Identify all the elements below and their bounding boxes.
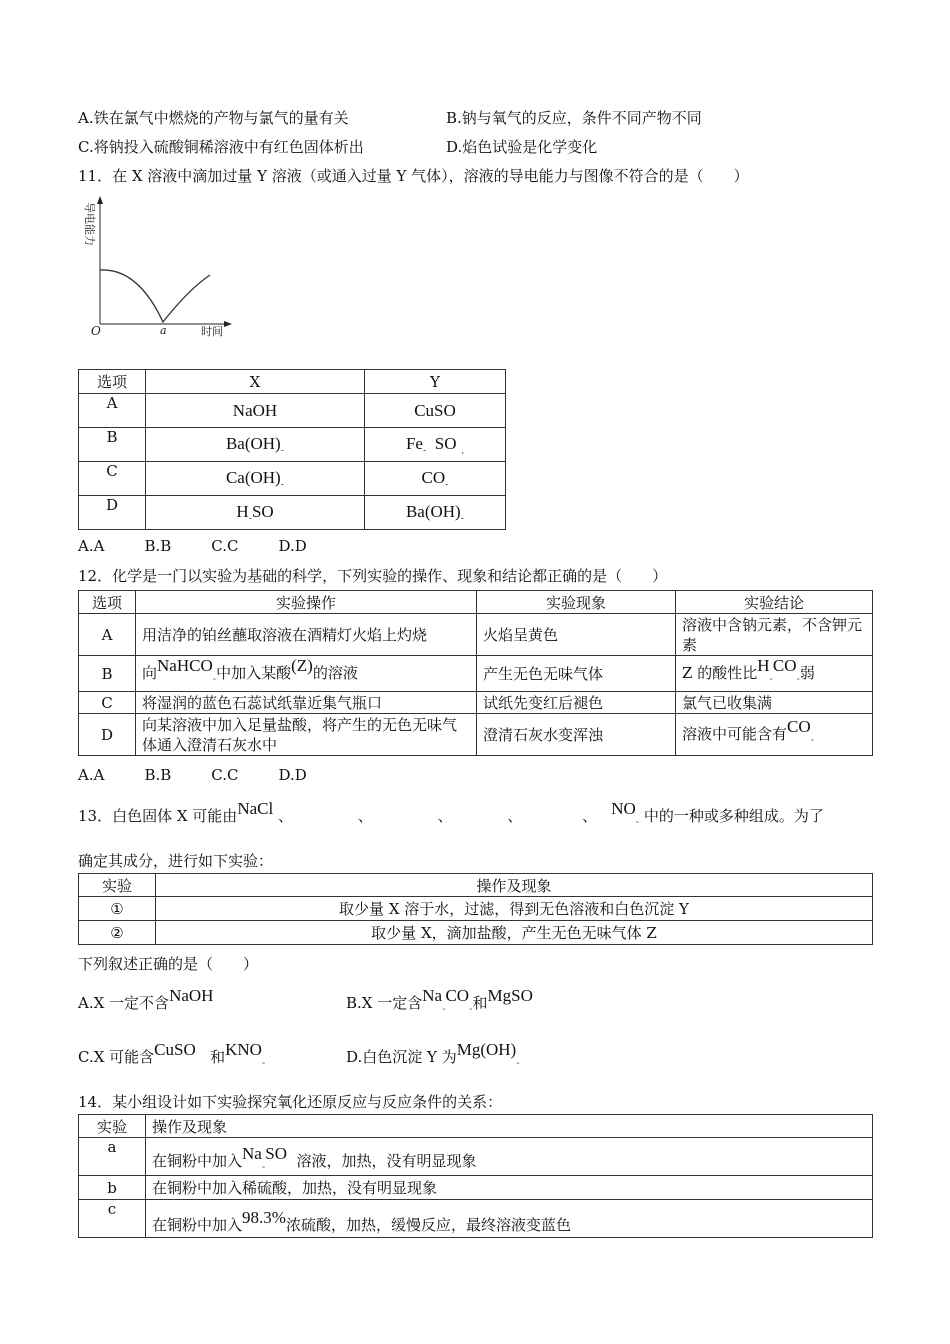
q11-row-d-x xyxy=(146,496,365,530)
q12-row-d-option: D xyxy=(79,714,136,756)
q13-header-experiment: 实验 xyxy=(79,874,156,897)
table-row xyxy=(79,897,873,921)
q13-stem-line1 xyxy=(78,799,824,828)
operation-text: 中加入某酸 xyxy=(216,664,292,682)
q11-answer-d: D.D xyxy=(278,537,307,555)
formula-text: MgSO xyxy=(487,986,533,1005)
q10-option-d: D.焰色试验是化学变化 xyxy=(446,138,598,156)
separator: 、 xyxy=(357,807,373,825)
formula-text: SO xyxy=(251,501,274,521)
subscript-mark: - xyxy=(280,444,285,456)
formula-text: Fe xyxy=(405,433,423,453)
subscript-mark: - xyxy=(516,1058,520,1069)
q12-stem: 12．化学是一门以实验为基础的科学，下列实验的操作、现象和结论都正确的是（ ） xyxy=(78,567,668,585)
q12-row-c-option: C xyxy=(79,692,136,714)
q10-option-c: C.将钠投入硫酸铜稀溶液中有红色固体析出 xyxy=(78,138,364,156)
q14-header-experiment: 实验 xyxy=(79,1115,146,1138)
graph-origin-label: O xyxy=(91,324,101,338)
q12-row-b-conclusion xyxy=(676,656,873,692)
q11-header-x: X xyxy=(146,370,365,394)
subscript-mark: - xyxy=(442,1004,446,1015)
q10-option-b: B.钠与氧气的反应，条件不同产物不同 xyxy=(446,109,702,127)
formula-text: Ca(OH) xyxy=(225,467,281,487)
formula-text: Ba(OH) xyxy=(405,501,461,521)
table-row xyxy=(79,428,506,462)
q11-header-option: 选项 xyxy=(79,370,146,394)
formula-text: Mg(OH) xyxy=(456,1040,517,1059)
formula-text: CuSO xyxy=(154,1040,196,1059)
q11-row-a-y: CuSO xyxy=(365,394,506,428)
table-row xyxy=(79,614,873,656)
q14-row-c-id: c xyxy=(79,1200,146,1238)
q11-row-b-y xyxy=(365,428,506,462)
option-text: B.X 一定含 xyxy=(346,994,423,1012)
table-row xyxy=(79,394,506,428)
q11-row-b-option: B xyxy=(79,428,146,462)
conclusion-text: Z 的酸性比 xyxy=(682,664,758,682)
formula-text: 98.3% xyxy=(242,1208,286,1227)
q11-row-d-y xyxy=(365,496,506,530)
q11-table xyxy=(78,369,506,530)
formula-text: CO xyxy=(787,717,811,736)
table-row xyxy=(79,921,873,945)
table-row xyxy=(79,496,506,530)
q13-lead: 下列叙述正确的是（ ） xyxy=(78,955,259,973)
q12-row-c-operation: 将湿润的蓝色石蕊试纸靠近集气瓶口 xyxy=(136,692,477,714)
formula-text: CO xyxy=(445,986,470,1005)
formula-text: H xyxy=(757,656,770,675)
q12-row-a-option: A xyxy=(79,614,136,656)
table-row xyxy=(79,714,873,756)
formula-text: SO xyxy=(434,433,457,453)
subscript-mark: - xyxy=(460,512,465,524)
stem-text: 13．白色固体 X 可能由 xyxy=(78,807,238,825)
q14-row-a-text xyxy=(146,1138,873,1176)
subscript-mark: - xyxy=(261,1058,266,1069)
subscript-mark: - xyxy=(769,674,773,685)
graph-xlabel: 时间 xyxy=(201,325,223,338)
q13-option-d xyxy=(346,1040,520,1069)
operation-text: 在铜粉中加入 xyxy=(152,1152,243,1170)
graph-curve xyxy=(100,270,210,322)
q11-stem: 11．在 X 溶液中滴加过量 Y 溶液（或通入过量 Y 气体），溶液的导电能力与图像不符合的是（ ） xyxy=(78,167,749,185)
subscript-mark: - xyxy=(445,478,449,490)
formula-text: NO xyxy=(611,799,636,818)
option-text: C.X 可能含 xyxy=(78,1048,155,1066)
formula-text: NaCl xyxy=(237,799,274,818)
subscript-mark: - xyxy=(261,1162,266,1173)
q12-row-c-conclusion: 氯气已收集满 xyxy=(676,692,873,714)
formula-text: Na xyxy=(422,986,443,1005)
conclusion-text: 弱 xyxy=(799,664,815,682)
q12-header-phenomenon: 实验现象 xyxy=(477,591,676,614)
q11-row-a-x: NaOH xyxy=(146,394,365,428)
operation-text: 溶液，加热，没有明显现象 xyxy=(296,1152,477,1170)
q12-row-c-phenomenon: 试纸先变红后褪色 xyxy=(477,692,676,714)
graph-ylabel: 导电能力 xyxy=(83,202,96,246)
conclusion-text: 溶液中可能含有 xyxy=(682,725,788,743)
subscript-mark: - xyxy=(796,674,800,685)
separator: 、 xyxy=(507,807,523,825)
table-row xyxy=(79,1200,873,1238)
formula-text: NaHCO xyxy=(157,656,213,675)
q11-row-d-option: D xyxy=(79,496,146,530)
q12-row-d-phenomenon: 澄清石灰水变浑浊 xyxy=(477,714,676,756)
q11-row-c-x xyxy=(146,462,365,496)
separator: 、 xyxy=(582,807,598,825)
q12-answer-d: D.D xyxy=(278,766,307,784)
operation-text: 在铜粉中加入 xyxy=(152,1216,243,1234)
formula-text: KNO xyxy=(225,1040,262,1059)
option-text: 和 xyxy=(472,994,488,1012)
q11-row-c-option: C xyxy=(79,462,146,496)
q14-row-a-id: a xyxy=(79,1138,146,1176)
q12-answer-a: A.A xyxy=(78,766,105,784)
q12-row-b-phenomenon: 产生无色无味气体 xyxy=(477,656,676,692)
option-text: A.X 一定不含 xyxy=(78,994,170,1012)
q12-table xyxy=(78,590,873,756)
q12-row-b-option: B xyxy=(79,656,136,692)
subscript-mark: - xyxy=(280,478,285,490)
q12-row-a-operation: 用洁净的铂丝蘸取溶液在酒精灯火焰上灼烧 xyxy=(136,614,477,656)
subscript-mark: - xyxy=(248,512,252,524)
operation-text: 向 xyxy=(142,664,158,682)
subscript-mark: - xyxy=(212,674,217,685)
operation-text: 浓硫酸，加热，缓慢反应，最终溶液变蓝色 xyxy=(285,1216,571,1234)
q12-row-d-conclusion xyxy=(676,714,873,756)
q13-row-1-id: ① xyxy=(79,897,156,921)
q12-row-a-phenomenon: 火焰呈黄色 xyxy=(477,614,676,656)
table-row xyxy=(79,462,506,496)
formula-text: Ba(OH) xyxy=(225,433,281,453)
formula-text: Na xyxy=(242,1144,262,1163)
q11-answer-c: C.C xyxy=(211,537,239,555)
q10-option-a: A.铁在氯气中燃烧的产物与氯气的量有关 xyxy=(78,109,349,127)
subscript-mark: - xyxy=(635,817,640,828)
q13-row-2-id: ② xyxy=(79,921,156,945)
table-row xyxy=(79,692,873,714)
option-text: D.白色沉淀 Y 为 xyxy=(346,1048,457,1066)
table-row xyxy=(79,1176,873,1200)
q13-option-c xyxy=(78,1040,266,1069)
q11-row-c-y xyxy=(365,462,506,496)
q12-answer-b: B.B xyxy=(144,766,172,784)
operation-text: 的溶液 xyxy=(312,664,358,682)
q11-answers xyxy=(78,537,347,555)
formula-text: NaOH xyxy=(169,986,214,1005)
formula-text: H xyxy=(236,501,249,521)
subscript-mark: , xyxy=(456,444,465,456)
q12-answers xyxy=(78,766,347,784)
q12-header-conclusion: 实验结论 xyxy=(676,591,873,614)
q14-table xyxy=(78,1114,873,1238)
q13-row-2-text: 取少量 X，滴加盐酸，产生无色无味气体 Z xyxy=(156,921,873,945)
q11-row-b-x xyxy=(146,428,365,462)
q14-row-b-text: 在铜粉中加入稀硫酸，加热，没有明显现象 xyxy=(146,1176,873,1200)
q12-answer-c: C.C xyxy=(211,766,239,784)
q11-row-a-option: A xyxy=(79,394,146,428)
q13-option-a xyxy=(78,986,214,1013)
q12-row-b-operation xyxy=(136,656,477,692)
q12-row-a-conclusion: 溶液中含钠元素，不含钾元素 xyxy=(676,614,873,656)
formula-text: CO xyxy=(772,656,797,675)
q11-answer-b: B.B xyxy=(144,537,172,555)
formula-text: SO xyxy=(265,1144,287,1163)
q13-stem-line2: 确定其成分，进行如下实验： xyxy=(78,852,274,870)
q12-header-operation: 实验操作 xyxy=(136,591,477,614)
q13-table xyxy=(78,873,873,945)
graph-x-arrow xyxy=(224,321,232,327)
conductivity-graph xyxy=(78,192,238,342)
option-text: 和 xyxy=(210,1048,226,1066)
q11-answer-a: A.A xyxy=(78,537,105,555)
graph-y-arrow xyxy=(97,196,103,204)
q13-option-b xyxy=(346,986,533,1015)
table-row xyxy=(79,656,873,692)
q12-row-d-operation: 向某溶液中加入足量盐酸，将产生的无色无味气体通入澄清石灰水中 xyxy=(136,714,477,756)
q13-header-operation: 操作及现象 xyxy=(156,874,873,897)
q12-header-option: 选项 xyxy=(79,591,136,614)
q14-row-b-id: b xyxy=(79,1176,146,1200)
table-row xyxy=(79,1138,873,1176)
formula-text: CO xyxy=(421,467,446,487)
formula-text: (Z) xyxy=(291,656,313,675)
separator: 、 xyxy=(437,807,453,825)
separator: 、 xyxy=(277,807,293,825)
graph-point-label: a xyxy=(160,324,167,337)
q14-stem: 14．某小组设计如下实验探究氧化还原反应与反应条件的关系： xyxy=(78,1093,503,1111)
subscript-mark: - xyxy=(469,1004,473,1015)
stem-text: 中的一种或多种组成。为了 xyxy=(643,807,824,825)
q14-header-operation: 操作及现象 xyxy=(146,1115,873,1138)
subscript-mark: - xyxy=(422,444,427,456)
q11-header-y: Y xyxy=(365,370,506,394)
q14-row-c-text xyxy=(146,1200,873,1238)
q13-row-1-text: 取少量 X 溶于水，过滤，得到无色溶液和白色沉淀 Y xyxy=(156,897,873,921)
subscript-mark: - xyxy=(810,735,815,746)
